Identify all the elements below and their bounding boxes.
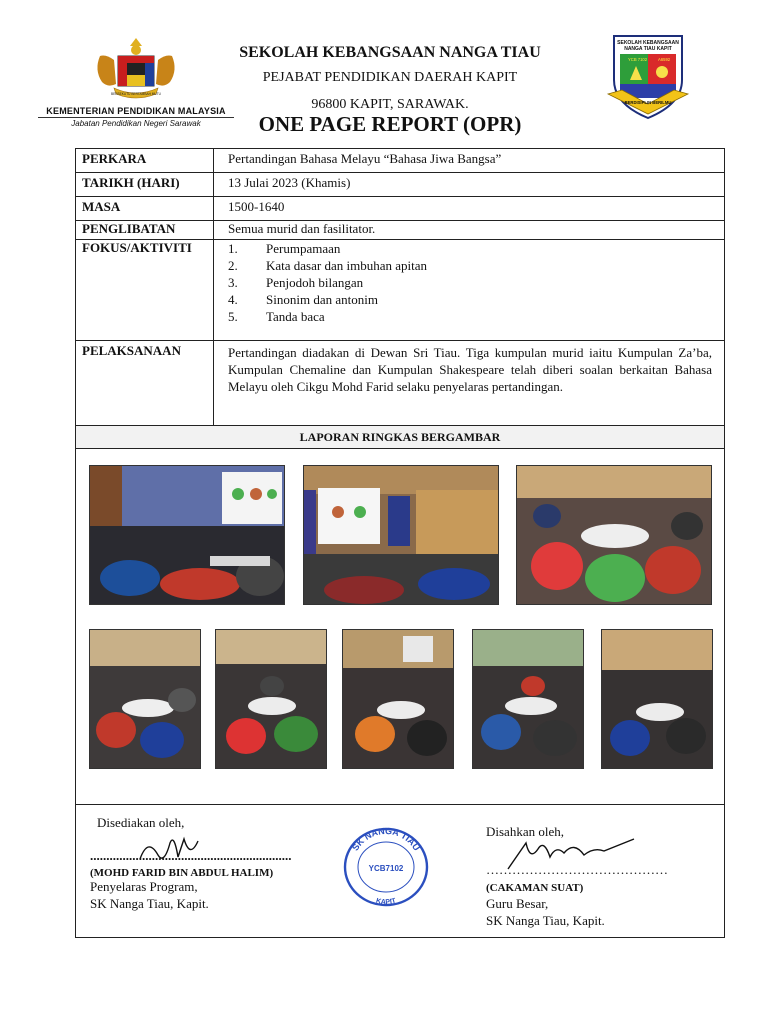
report-title: ONE PAGE REPORT (OPR) xyxy=(258,112,522,136)
signature-divider xyxy=(76,804,724,805)
preparer-place: SK Nanga Tiau, Kapit. xyxy=(90,896,209,911)
list-item: 4. Sinonim dan antonim xyxy=(228,292,378,307)
svg-text:BERDISIPLIN BERILMU: BERDISIPLIN BERILMU xyxy=(624,100,672,105)
approved-by-label: Disahkan oleh, xyxy=(486,824,564,839)
activity-photo xyxy=(342,629,454,769)
signature-line: .............................................................. xyxy=(90,848,292,863)
preparer-name: (MOHD FARID BIN ABDUL HALIM) xyxy=(90,867,274,879)
svg-text:A6592: A6592 xyxy=(658,57,671,62)
value-tarikh: 13 Julai 2023 (Khamis) xyxy=(228,175,351,190)
activity-photo xyxy=(516,465,712,605)
list-item: 5. Tanda baca xyxy=(228,309,325,324)
school-crest-icon xyxy=(600,32,696,124)
label-perkara: PERKARA xyxy=(82,151,147,166)
ministry-name: KEMENTERIAN PENDIDIKAN MALAYSIA xyxy=(46,106,226,116)
row-penglibatan xyxy=(76,221,724,239)
label-masa: MASA xyxy=(82,199,121,214)
value-perkara: Pertandingan Bahasa Melayu “Bahasa Jiwa Bangsa” xyxy=(228,151,502,166)
preparer-role: Penyelaras Program, xyxy=(90,879,198,894)
svg-text:KAPIT: KAPIT xyxy=(375,897,397,907)
label-pelaksanaan: PELAKSANAAN xyxy=(82,343,181,358)
svg-text:YCB 7102: YCB 7102 xyxy=(628,57,648,62)
value-masa: 1500-1640 xyxy=(228,199,285,214)
department-name: Jabatan Pendidikan Negeri Sarawak xyxy=(71,119,201,128)
list-item: 2. Kata dasar dan imbuhan apitan xyxy=(228,258,427,273)
list-item: 1. Perumpamaan xyxy=(228,241,341,256)
value-pelaksanaan: Pertandingan diadakan di Dewan Sri Tiau. Tiga kumpulan murid iaitu Kumpulan Za’ba, Kumpulan Chemaline dan Kumpulan Shakespeare telah diberi soalan berkaitan Bahasa Melayu oleh Cikgu Mohd Farid selaku penyelaras pertandingan. xyxy=(228,345,712,394)
label-tarikh: TARIKH (HARI) xyxy=(82,175,180,190)
svg-text:SK NANGA TIAU: SK NANGA TIAU xyxy=(350,825,422,853)
signature-line: …………………………………… xyxy=(486,862,668,877)
activity-photo xyxy=(89,465,285,605)
school-address: 96800 KAPIT, SARAWAK. xyxy=(311,97,469,112)
fokus-list xyxy=(228,240,427,325)
activity-photo xyxy=(601,629,713,769)
activity-photo xyxy=(89,629,201,769)
svg-text:BERSEKUTU BERTAMBAH MUTU: BERSEKUTU BERTAMBAH MUTU xyxy=(110,92,162,96)
district-office: PEJABAT PENDIDIKAN DAERAH KAPIT xyxy=(262,70,518,85)
svg-text:YCB7102: YCB7102 xyxy=(368,864,404,873)
svg-text:SEKOLAH KEBANGSAAN: SEKOLAH KEBANGSAAN xyxy=(617,40,679,46)
label-penglibatan: PENGLIBATAN xyxy=(82,221,176,236)
report-frame xyxy=(75,148,725,938)
activity-photo xyxy=(472,629,584,769)
school-crest xyxy=(600,32,696,124)
row-perkara xyxy=(76,149,724,173)
row-pelaksanaan xyxy=(76,341,724,426)
row-masa xyxy=(76,197,724,221)
row-tarikh xyxy=(76,173,724,197)
approver-place: SK Nanga Tiau, Kapit. xyxy=(486,913,605,928)
activity-photo xyxy=(303,465,499,605)
approver-role: Guru Besar, xyxy=(486,896,549,911)
school-stamp xyxy=(341,825,431,909)
list-item: 3. Penjodoh bilangan xyxy=(228,275,364,290)
value-penglibatan: Semua murid dan fasilitator. xyxy=(228,221,376,236)
svg-text:NANGA TIAU KAPIT: NANGA TIAU KAPIT xyxy=(624,46,672,52)
label-fokus: FOKUS/AKTIVITI xyxy=(82,240,192,255)
approver-name: (CAKAMAN SUAT) xyxy=(486,882,584,894)
coat-of-arms-icon xyxy=(90,36,182,104)
photo-section-title: LAPORAN RINGKAS BERGAMBAR xyxy=(76,426,724,449)
activity-photo xyxy=(215,629,327,769)
row-fokus xyxy=(76,239,724,341)
prepared-by-label: Disediakan oleh, xyxy=(97,815,185,830)
school-name: SEKOLAH KEBANGSAAN NANGA TIAU xyxy=(239,44,541,61)
